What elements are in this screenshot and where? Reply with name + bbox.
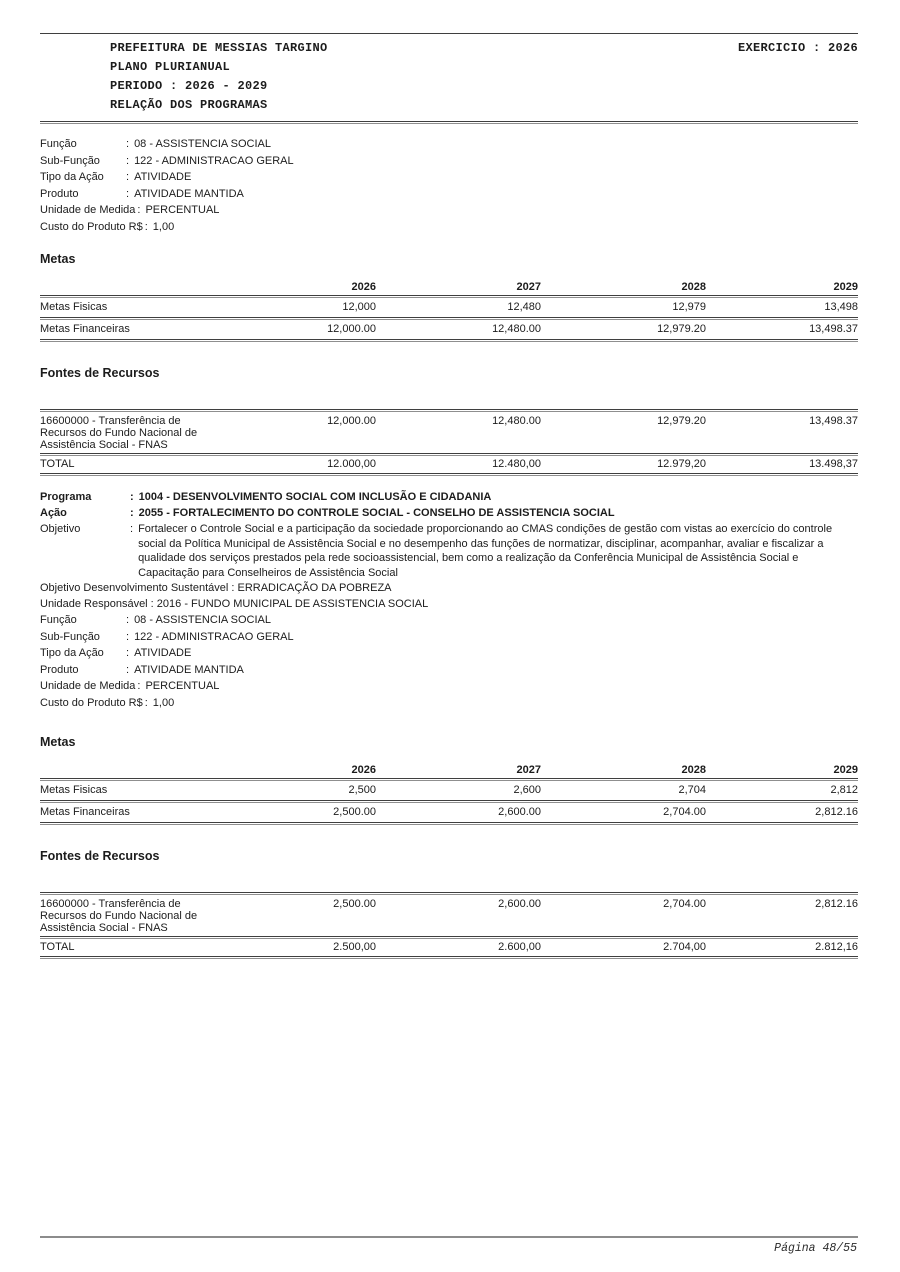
metas-table-2-header: [40, 763, 858, 778]
attr-value: PERCENTUAL: [145, 680, 220, 692]
colon: :: [137, 204, 141, 216]
cell-value: 13,498.37: [809, 415, 858, 427]
attr-row-custo-produto: [40, 695, 858, 712]
header-bottom-rule: [40, 121, 858, 124]
cell-value: 12,979.20: [657, 323, 706, 335]
cell-value: 13,498: [824, 301, 858, 313]
year-header-spacer: [40, 763, 211, 766]
cell-value: 2,600.00: [498, 898, 541, 910]
colon: :: [144, 220, 148, 233]
cell-value: 12,000: [342, 301, 376, 313]
table-rule: [40, 339, 858, 342]
programa-block: [40, 489, 858, 711]
attr-label: Sub-Função: [40, 154, 100, 167]
attr-label: Tipo da Ação: [40, 171, 104, 183]
cell-value: 2,500.00: [333, 898, 376, 910]
table-row: [40, 781, 858, 800]
attr-row-subfuncao: [40, 629, 858, 646]
report-header-left: [110, 39, 328, 115]
cell-value: 2,704: [678, 784, 706, 796]
colon: :: [137, 680, 141, 692]
metas-table-1: [40, 280, 858, 342]
attr-value: 122 - ADMINISTRACAO GERAL: [134, 630, 294, 643]
cell-value: 12,000.00: [327, 323, 376, 335]
total-value: 2.500,00: [333, 941, 376, 953]
attr-value: PERCENTUAL: [145, 204, 220, 216]
objetivo-value: Fortalecer o Controle Social e a participação da sociedade proporcionando ao CMAS condições de gestão com vistas ao exercício do controle social da Política Municipal de Assistência Social e no desempenho das funções de normatizar, disciplinar, acompanhar, avaliar e fiscalizar a qualidade dos serviços prestados pela rede socioassistencial, bem como a realização da Conferência Municipal de Assistência Social e Capacitação para Conselheiros de Assistência Social: [138, 523, 833, 579]
row-label: Metas Financeiras: [40, 323, 130, 335]
year-header: 2029: [833, 764, 858, 776]
programa-value: 1004 - DESENVOLVIMENTO SOCIAL COM INCLUSÃO E CIDADANIA: [138, 491, 492, 503]
fontes-table-2: [40, 892, 858, 959]
acao-value: 2055 - FORTALECIMENTO DO CONTROLE SOCIAL - CONSELHO DE ASSISTENCIA SOCIAL: [138, 507, 615, 519]
total-label: TOTAL: [40, 941, 75, 953]
table-rule: [40, 956, 858, 959]
cell-value: 2,600.00: [498, 806, 541, 818]
row-label: Metas Fisicas: [40, 301, 108, 313]
report-header: [40, 34, 858, 121]
exercicio-label: EXERCICIO : 2026: [737, 41, 858, 55]
table-row: [40, 412, 858, 453]
total-value: 12.480,00: [492, 458, 541, 470]
funding-source-label: 16600000 - Transferência de Recursos do Fundo Nacional de Assistência Social - FNAS: [40, 415, 198, 451]
total-value: 2.600,00: [498, 941, 541, 953]
attr-value: ATIVIDADE: [134, 171, 192, 183]
attr-value: 08 - ASSISTENCIA SOCIAL: [134, 138, 272, 150]
metas-heading-2: Metas: [40, 735, 76, 749]
attr-label: Custo do Produto R$: [40, 220, 143, 233]
colon: :: [126, 187, 130, 200]
attr-label: Unidade de Medida: [40, 204, 136, 216]
cell-value: 2,812.16: [815, 898, 858, 910]
attr-row-produto: [40, 662, 858, 679]
year-header: 2027: [516, 281, 541, 293]
year-header: 2027: [516, 764, 541, 776]
total-label: TOTAL: [40, 458, 75, 470]
cell-value: 12,480.00: [492, 415, 541, 427]
colon: :: [130, 507, 134, 519]
attr-row-unidade-medida: [40, 678, 858, 695]
cell-value: 2,812: [830, 784, 858, 796]
acao-label: Ação: [40, 507, 67, 519]
ods-line: Objetivo Desenvolvimento Sustentável : ERRADICAÇÃO DA POBREZA: [40, 582, 392, 594]
entity-title: PREFEITURA DE MESSIAS TARGINO: [110, 41, 328, 55]
table-row: [40, 895, 858, 936]
row-label: Metas Fisicas: [40, 784, 108, 796]
colon: :: [126, 171, 130, 183]
metas-table-1-header: [40, 280, 858, 295]
attr-label: Sub-Função: [40, 630, 100, 643]
objetivo-row: [40, 521, 858, 580]
cell-value: 12,979: [672, 301, 706, 313]
fontes-table-1: [40, 409, 858, 476]
function-block-2: [40, 612, 858, 711]
attr-row-tipo-acao: [40, 645, 858, 662]
cell-value: 12,480: [507, 301, 541, 313]
objetivo-label: Objetivo: [40, 523, 81, 535]
programa-row: [40, 489, 858, 505]
colon: :: [144, 696, 148, 709]
colon: :: [126, 663, 130, 676]
table-row: [40, 803, 858, 822]
funding-source-label: 16600000 - Transferência de Recursos do Fundo Nacional de Assistência Social - FNAS: [40, 898, 198, 934]
colon: :: [126, 154, 130, 167]
attr-row-custo-produto: [40, 219, 858, 236]
cell-value: 12,979.20: [657, 415, 706, 427]
colon: :: [126, 647, 130, 659]
colon: :: [126, 630, 130, 643]
colon: :: [126, 614, 130, 626]
year-header: 2026: [351, 281, 376, 293]
attr-row-funcao: [40, 136, 858, 153]
report-name: RELAÇÃO DOS PROGRAMAS: [110, 98, 268, 112]
metas-table-2: [40, 763, 858, 825]
attr-label: Tipo da Ação: [40, 647, 104, 659]
table-rule: [40, 822, 858, 825]
year-header: 2028: [681, 281, 706, 293]
colon: :: [126, 138, 130, 150]
page-number: Página 48/55: [774, 1242, 857, 1255]
function-block-1: [40, 136, 858, 235]
attr-label: Produto: [40, 187, 79, 200]
fontes-heading-1: Fontes de Recursos: [40, 366, 160, 380]
total-value: 2.704,00: [663, 941, 706, 953]
table-rule: [40, 473, 858, 476]
cell-value: 2,812.16: [815, 806, 858, 818]
colon: :: [130, 491, 134, 503]
table-row: [40, 320, 858, 339]
attr-row-produto: [40, 186, 858, 203]
attr-value: 1,00: [152, 696, 175, 709]
metas-heading-1: Metas: [40, 252, 76, 266]
unidade-responsavel-line: Unidade Responsável : 2016 - FUNDO MUNICIPAL DE ASSISTENCIA SOCIAL: [40, 598, 429, 610]
cell-value: 12,480.00: [492, 323, 541, 335]
attr-value: 1,00: [152, 220, 175, 233]
cell-value: 2,500: [348, 784, 376, 796]
cell-value: 2,704.00: [663, 898, 706, 910]
acao-row: [40, 505, 858, 521]
cell-value: 12,000.00: [327, 415, 376, 427]
report-period: PERIODO : 2026 - 2029: [110, 79, 268, 93]
attr-value: ATIVIDADE: [134, 647, 192, 659]
cell-value: 2,704.00: [663, 806, 706, 818]
attr-row-subfuncao: [40, 153, 858, 170]
cell-value: 13,498.37: [809, 323, 858, 335]
cell-value: 2,600: [513, 784, 541, 796]
row-label: Metas Financeiras: [40, 806, 130, 818]
attr-value: 122 - ADMINISTRACAO GERAL: [134, 154, 294, 167]
attr-row-unidade-medida: [40, 202, 858, 219]
attr-value: 08 - ASSISTENCIA SOCIAL: [134, 614, 272, 626]
programa-label: Programa: [40, 491, 92, 503]
cell-value: 2,500.00: [333, 806, 376, 818]
attr-row-tipo-acao: [40, 169, 858, 186]
report-subtitle: PLANO PLURIANUAL: [110, 60, 231, 74]
table-row: [40, 298, 858, 317]
colon: :: [130, 523, 134, 535]
footer-rule: [40, 1236, 858, 1238]
report-page: [40, 0, 858, 959]
total-value: 13.498,37: [809, 458, 858, 470]
total-row: [40, 456, 858, 473]
total-value: 12.979,20: [657, 458, 706, 470]
attr-label: Custo do Produto R$: [40, 696, 143, 709]
fontes-heading-2: Fontes de Recursos: [40, 849, 160, 863]
attr-label: Produto: [40, 663, 79, 676]
attr-label: Função: [40, 614, 77, 626]
year-header-spacer: [40, 280, 211, 283]
attr-value: ATIVIDADE MANTIDA: [134, 187, 244, 200]
attr-label: Função: [40, 138, 77, 150]
total-value: 2.812,16: [815, 941, 858, 953]
attr-value: ATIVIDADE MANTIDA: [134, 663, 244, 676]
total-value: 12.000,00: [327, 458, 376, 470]
attr-label: Unidade de Medida: [40, 680, 136, 692]
total-row: [40, 939, 858, 956]
year-header: 2028: [681, 764, 706, 776]
year-header: 2029: [833, 281, 858, 293]
year-header: 2026: [351, 764, 376, 776]
attr-row-funcao: [40, 612, 858, 629]
